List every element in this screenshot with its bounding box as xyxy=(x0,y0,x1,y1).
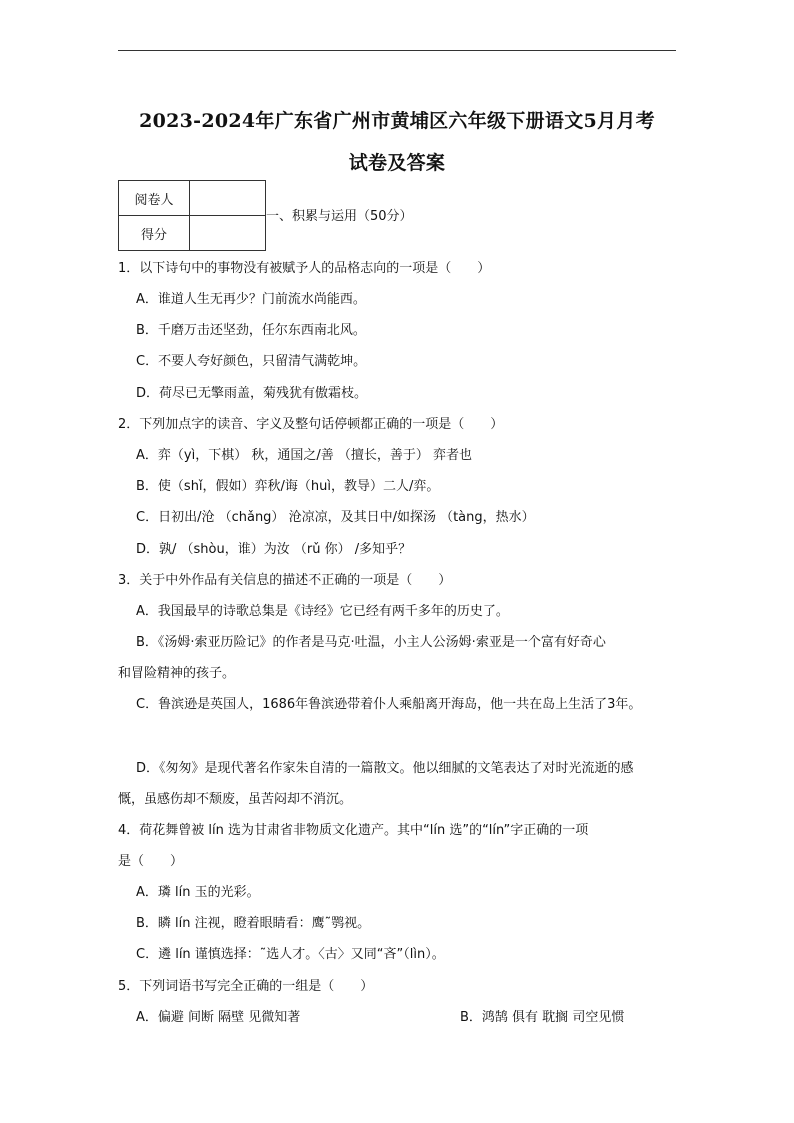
score-label: 得分 xyxy=(119,216,190,251)
reviewer-row xyxy=(119,181,266,216)
question-3-option-b-cont: 和冒险精神的孩子。 xyxy=(118,666,236,681)
question-2-option-c: C．日初出/沧 （chǎng） 沧凉凉，及其日中/如探汤 （tàng，热水） xyxy=(136,510,535,525)
question-4-stem: 4．荷花舞曾被 lín 选为甘肃省非物质文化遗产。其中“lín 选”的“lín”字正确的一项 xyxy=(118,823,589,838)
question-1-option-a: A．谁道人生无再少？门前流水尚能西。 xyxy=(136,292,366,307)
question-3-option-a: A．我国最早的诗歌总集是《诗经》它已经有两千多年的历史了。 xyxy=(136,604,509,619)
question-2-option-a: A．弈（yì，下棋） 秋，通国之/善 （擅长，善于） 弈者也 xyxy=(136,448,472,463)
question-4-option-c: C．遴 lín 谨慎选择：˜选人才。〈古〉又同“吝”（lìn）。 xyxy=(136,947,445,962)
reviewer-label: 阅卷人 xyxy=(119,181,190,216)
reviewer-cell xyxy=(190,181,266,216)
question-3-option-c: C．鲁滨逊是英国人，1686年鲁滨逊带着仆人乘船离开海岛，他一共在岛上生活了3年。 xyxy=(136,697,642,712)
question-5-option-a: A．偏避 间断 隔壁 见微知著 xyxy=(136,1010,301,1025)
question-2-stem: 2．下列加点字的读音、字义及整句话停顿都正确的一项是（ ） xyxy=(118,417,504,432)
question-5-stem: 5．下列词语书写完全正确的一组是（ ） xyxy=(118,979,374,994)
header-rule xyxy=(118,50,676,51)
question-3-option-d-cont: 慨，虽感伤却不颓废，虽苦闷却不消沉。 xyxy=(118,792,353,807)
question-1-option-c: C．不要人夸好颜色，只留清气满乾坤。 xyxy=(136,354,367,369)
question-2-option-b: B．使（shǐ，假如）弈秋/诲（huì，教导）二人/弈。 xyxy=(136,479,440,494)
section-heading: 一、积累与运用（50分） xyxy=(266,209,413,224)
document-title-line-1: 2023-2024年广东省广州市黄埔区六年级下册语文5月月考 xyxy=(139,110,655,132)
question-1-stem: 1．以下诗句中的事物没有被赋予人的品格志向的一项是（ ） xyxy=(118,261,491,276)
question-4-option-b: B．瞵 lín 注视，瞪着眼睛看：鹰˜鹗视。 xyxy=(136,916,371,931)
question-5-option-b: B．鸿鹄 俱有 耽搁 司空见惯 xyxy=(460,1010,625,1025)
score-row xyxy=(119,216,266,251)
question-3-option-b: B．《汤姆·索亚历险记》的作者是马克·吐温，小主人公汤姆·索亚是一个富有好奇心 xyxy=(136,635,606,650)
question-3-option-d: D．《匆匆》是现代著名作家朱自清的一篇散文。他以细腻的文笔表达了对时光流逝的感 xyxy=(136,761,634,776)
question-1-option-b: B．千磨万击还坚劲，任尔东西南北风。 xyxy=(136,323,366,338)
question-2-option-d: D．孰/ （shòu，谁）为汝 （rǔ 你） /多知乎？ xyxy=(136,542,412,557)
score-table xyxy=(118,180,266,251)
score-cell xyxy=(190,216,266,251)
question-4-stem-cont: 是（ ） xyxy=(118,854,184,869)
question-1-option-d: D．荷尽已无擎雨盖，菊残犹有傲霜枝。 xyxy=(136,386,368,401)
document-title-line-2: 试卷及答案 xyxy=(348,152,446,174)
question-3-stem: 3．关于中外作品有关信息的描述不正确的一项是（ ） xyxy=(118,573,452,588)
question-4-option-a: A．璘 lín 玉的光彩。 xyxy=(136,885,260,900)
